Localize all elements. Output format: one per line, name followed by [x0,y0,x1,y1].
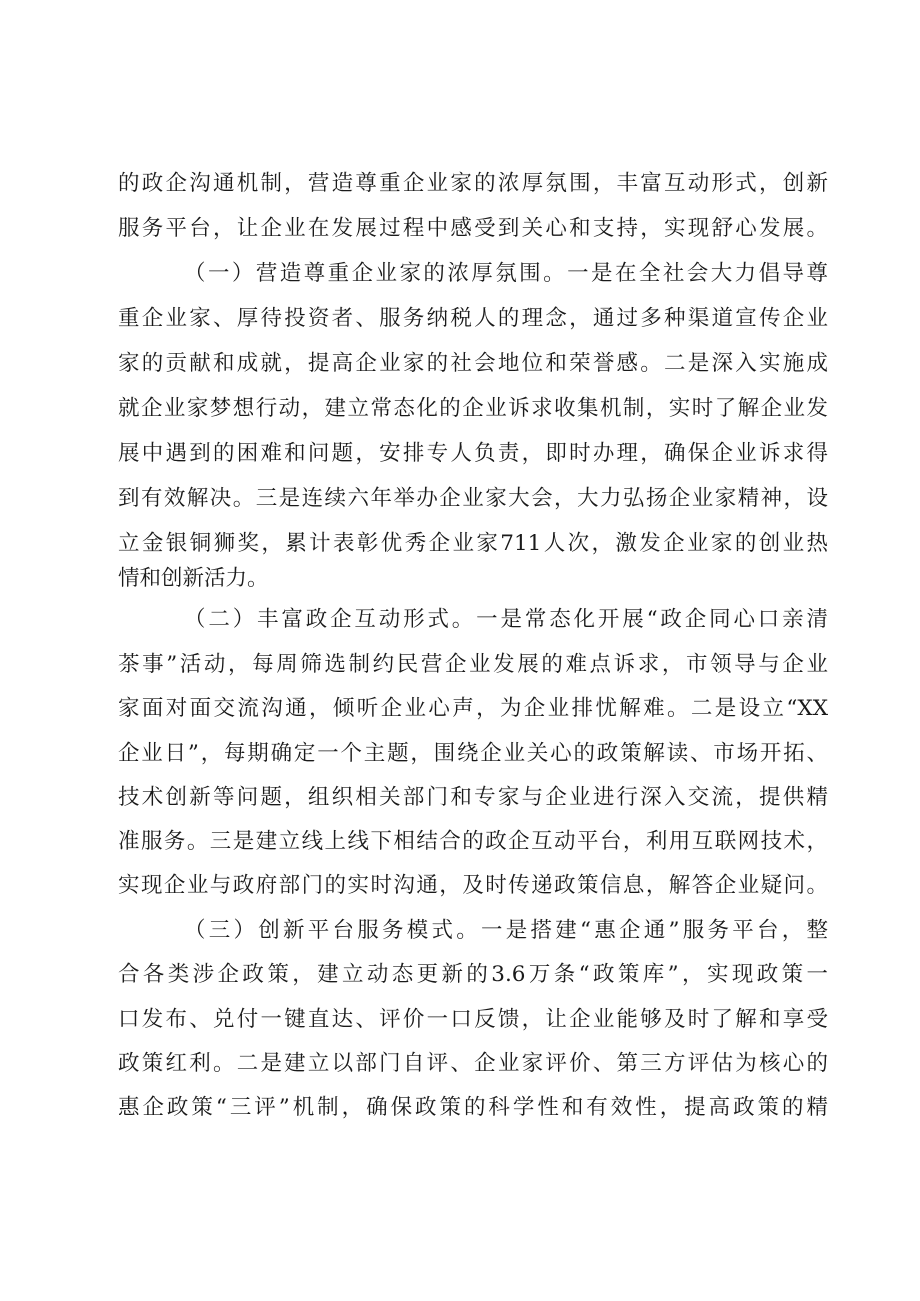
text-line: 重企业家、厚待投资者、服务纳税人的理念，通过多种渠道宣传企业 [118,306,828,331]
text-line: 服务平台，让企业在发展过程中感受到关心和支持，实现舒心发展。 [118,216,828,241]
text-line: 口发布、兑付一键直达、评价一口反馈，让企业能够及时了解和享受 [118,1007,828,1032]
paragraph-heading-line: （二）丰富政企互动形式。一是常态化开展“政企同心口亲清 [184,607,828,632]
text-line: 家面对面交流沟通，倾听企业心声，为企业排忧解难。二是设立“XX [118,696,828,721]
text-line: 展中遇到的困难和问题，安排专人负责，即时办理，确保企业诉求得 [118,441,828,466]
text-line: 的政企沟通机制，营造尊重企业家的浓厚氛围，丰富互动形式，创新 [118,171,828,196]
text-line: 政策红利。二是建立以部门自评、企业家评价、第三方评估为核心的 [118,1051,828,1076]
text-line: 技术创新等问题，组织相关部门和专家与企业进行深入交流，提供精 [118,785,828,810]
text-line: 准服务。三是建立线上线下相结合的政企互动平台，利用互联网技术， [118,829,828,854]
paragraph-heading-line: （三）创新平台服务模式。一是搭建“惠企通”服务平台，整 [184,918,828,943]
text-line: 合各类涉企政策，建立动态更新的3.6万条“政策库”，实现政策一 [118,962,828,987]
text-line: 茶事”活动，每周筛选制约民营企业发展的难点诉求，市领导与企业 [118,652,828,677]
text-line: 企业日”，每期确定一个主题，围绕企业关心的政策解读、市场开拓、 [118,741,828,766]
text-line: 立金银铜狮奖，累计表彰优秀企业家711人次，激发企业家的创业热 [118,531,828,556]
text-line-last: 情和创新活力。 [118,566,269,591]
paragraph-heading-line: （一）营造尊重企业家的浓厚氛围。一是在全社会大力倡导尊 [184,261,828,286]
text-line: 到有效解决。三是连续六年举办企业家大会，大力弘扬企业家精神，设 [118,486,828,511]
text-line: 就企业家梦想行动，建立常态化的企业诉求收集机制，实时了解企业发 [118,396,828,421]
text-line: 家的贡献和成就，提高企业家的社会地位和荣誉感。二是深入实施成 [118,351,828,376]
text-line: 惠企政策“三评”机制，确保政策的科学性和有效性，提高政策的精 [118,1095,828,1120]
text-line: 实现企业与政府部门的实时沟通，及时传递政策信息，解答企业疑问。 [118,873,828,898]
